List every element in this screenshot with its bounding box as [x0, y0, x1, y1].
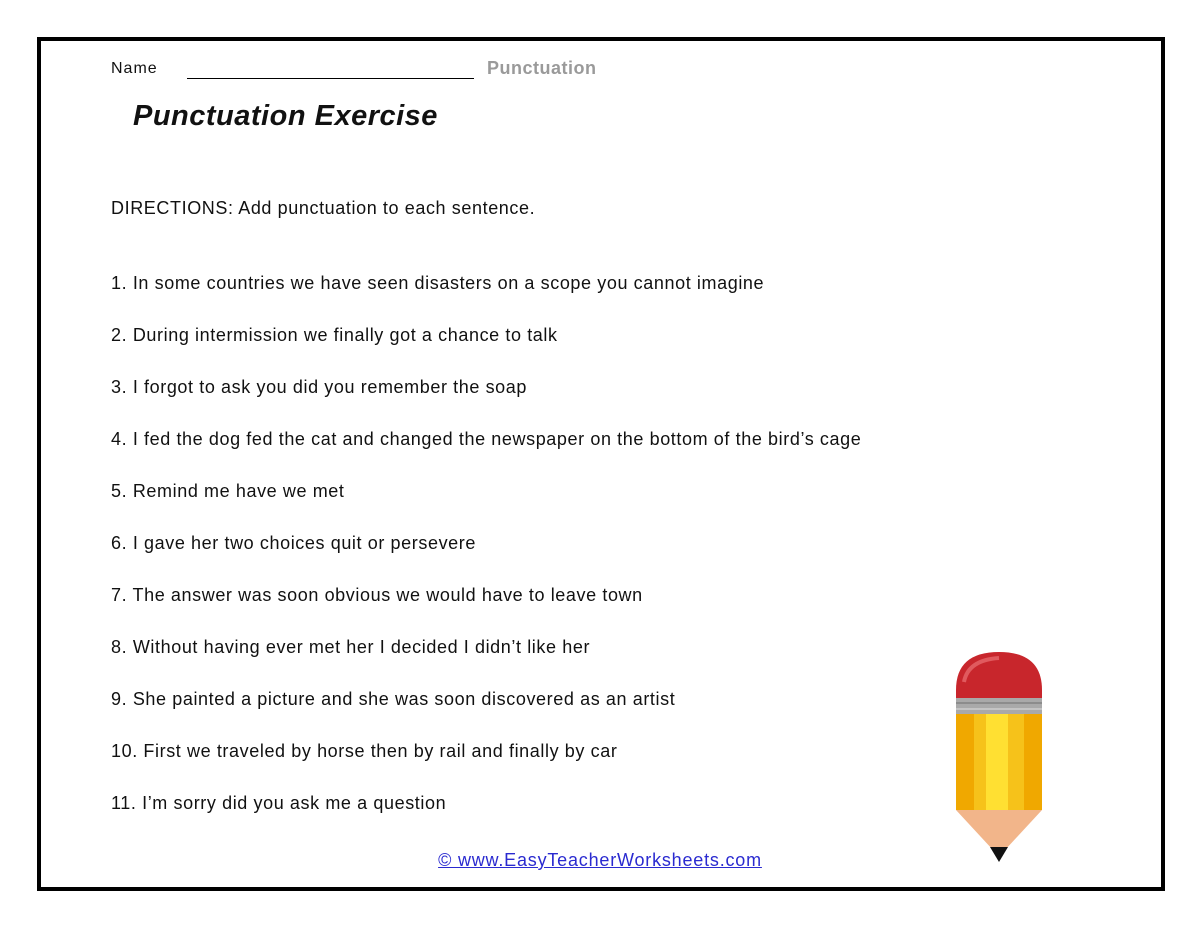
- question-item: 3. I forgot to ask you did you remember the soap: [111, 377, 528, 397]
- name-label: Name: [111, 60, 158, 77]
- question-item: 8. Without having ever met her I decided I didn’t like her: [111, 637, 591, 657]
- question-item: 9. She painted a picture and she was soon discovered as an artist: [111, 689, 676, 709]
- question-item: 10. First we traveled by horse then by rail and finally by car: [111, 741, 618, 761]
- question-item: 6. I gave her two choices quit or persevere: [111, 533, 476, 553]
- question-item: 7. The answer was soon obvious we would have to leave town: [111, 585, 643, 605]
- pencil-icon: [954, 652, 1044, 866]
- question-item: 5. Remind me have we met: [111, 481, 345, 501]
- subject-label: Punctuation: [487, 58, 597, 78]
- question-item: 1. In some countries we have seen disasters on a scope you cannot imagine: [111, 273, 765, 293]
- question-item: 4. I fed the dog fed the cat and changed the newspaper on the bottom of the bird’s cage: [111, 429, 862, 449]
- name-line: [187, 78, 474, 79]
- question-item: 11. I’m sorry did you ask me a question: [111, 793, 447, 813]
- website-link[interactable]: © www.EasyTeacherWorksheets.com: [438, 850, 762, 870]
- footer: [0, 850, 1200, 871]
- question-item: 2. During intermission we finally got a chance to talk: [111, 325, 558, 345]
- directions: DIRECTIONS: Add punctuation to each sentence.: [111, 198, 536, 218]
- worksheet-title: Punctuation Exercise: [133, 100, 438, 132]
- question-list: [111, 273, 861, 845]
